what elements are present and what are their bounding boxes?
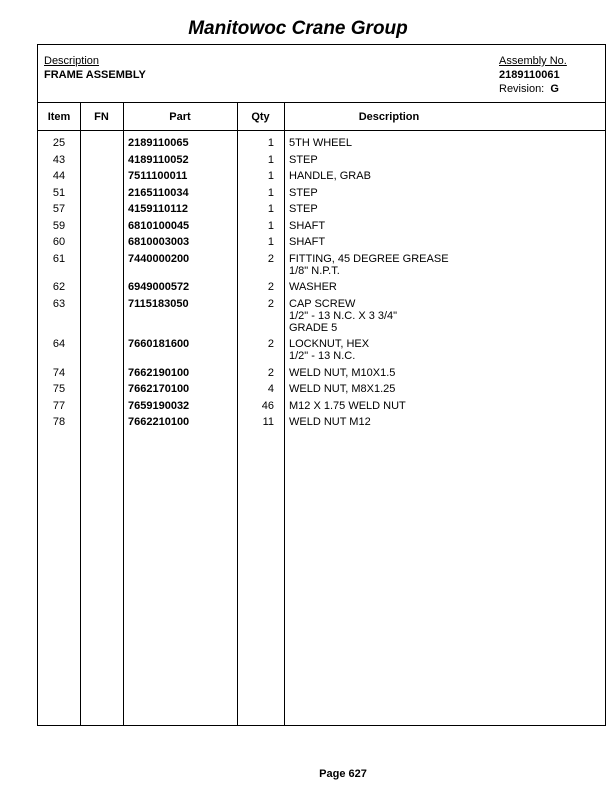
item-cell: 59	[52, 219, 66, 232]
item-cell: 51	[52, 186, 66, 199]
description-cell: WELD NUT, M10X1.5	[289, 366, 396, 379]
part-number-cell: 7660181600	[128, 338, 190, 350]
part-number-cell: 2189110065	[128, 137, 189, 149]
table-row	[38, 187, 605, 204]
quantity-cell: 46	[261, 399, 274, 412]
quantity-cell: 2	[267, 366, 274, 379]
description-cell: STEP	[289, 203, 318, 215]
column-header-part: Part	[169, 111, 191, 123]
assembly-label: Assembly No.	[499, 55, 567, 67]
table-row	[38, 236, 605, 253]
part-number-cell: 6810100045	[128, 219, 190, 232]
parts-table-frame	[37, 44, 606, 726]
column-header-qty: Qty	[251, 111, 270, 123]
part-number-cell: 7662190100	[128, 366, 190, 379]
quantity-cell: 1	[267, 170, 274, 182]
table-row	[38, 383, 605, 400]
item-cell: 61	[52, 252, 66, 265]
quantity-cell: 1	[267, 153, 274, 166]
table-row	[38, 367, 605, 384]
quantity-cell: 4	[267, 383, 274, 395]
item-cell: 25	[52, 137, 66, 149]
parts-rows	[38, 137, 605, 433]
column-header-item: Item	[47, 111, 71, 123]
table-row	[38, 220, 605, 237]
quantity-cell: 1	[267, 219, 274, 232]
quantity-cell: 1	[267, 186, 274, 199]
description-cell: WASHER	[289, 281, 337, 293]
item-cell: 44	[52, 170, 66, 182]
description-cell: SHAFT	[289, 236, 326, 248]
column-header-description: Description	[358, 111, 420, 123]
description-cell: WELD NUT M12	[289, 416, 371, 428]
table-row	[38, 416, 605, 433]
quantity-cell: 1	[267, 203, 274, 215]
item-cell: 43	[52, 153, 66, 166]
item-cell: 77	[52, 399, 66, 412]
part-number-cell: 2165110034	[128, 186, 189, 199]
part-number-cell: 7659190032	[128, 399, 190, 412]
quantity-cell: 2	[267, 338, 274, 350]
quantity-cell: 1	[267, 236, 274, 248]
document-title: Manitowoc Crane Group	[188, 18, 408, 39]
description-cell: CAP SCREW 1/2" - 13 N.C. X 3 3/4" GRADE 5	[289, 297, 398, 334]
table-row	[38, 338, 605, 367]
quantity-cell: 2	[267, 281, 274, 293]
revision-label: Revision:	[499, 83, 545, 95]
assembly-block	[499, 54, 567, 96]
table-row	[38, 298, 605, 339]
item-cell: 75	[52, 383, 66, 395]
description-cell: STEP	[289, 153, 318, 166]
description-cell: SHAFT	[289, 219, 326, 232]
quantity-cell: 11	[262, 416, 274, 428]
part-number-cell: 4189110052	[128, 153, 189, 166]
quantity-cell: 2	[267, 297, 274, 310]
part-number-cell: 7440000200	[128, 252, 190, 265]
description-cell: STEP	[289, 186, 318, 199]
table-row	[38, 170, 605, 187]
table-row	[38, 154, 605, 171]
item-cell: 63	[52, 297, 66, 310]
table-row	[38, 281, 605, 298]
part-number-cell: 7662210100	[128, 416, 190, 428]
description-label: Description	[44, 55, 100, 67]
description-cell: HANDLE, GRAB	[289, 170, 371, 182]
item-cell: 64	[52, 338, 66, 350]
description-cell: 5TH WHEEL	[289, 137, 352, 149]
part-number-cell: 4159110112	[128, 203, 188, 215]
item-cell: 60	[52, 236, 66, 248]
item-cell: 78	[52, 416, 66, 428]
table-row	[38, 400, 605, 417]
description-cell: LOCKNUT, HEX 1/2" - 13 N.C.	[289, 338, 370, 362]
part-number-cell: 7115183050	[128, 297, 189, 310]
description-cell: WELD NUT, M8X1.25	[289, 383, 396, 395]
part-number-cell: 6949000572	[128, 281, 190, 293]
part-number-cell: 6810003003	[128, 236, 190, 248]
table-row	[38, 253, 605, 282]
revision-line	[499, 82, 567, 96]
quantity-cell: 1	[267, 137, 274, 149]
page-number: Page 627	[319, 768, 367, 780]
quantity-cell: 2	[267, 252, 274, 265]
assembly-value: 2189110061	[499, 69, 560, 81]
description-cell: FITTING, 45 DEGREE GREASE 1/8" N.P.T.	[289, 252, 449, 277]
description-block	[44, 54, 146, 82]
item-cell: 74	[52, 366, 66, 379]
part-number-cell: 7662170100	[128, 383, 190, 395]
description-cell: M12 X 1.75 WELD NUT	[289, 399, 406, 412]
column-header-fn: FN	[94, 111, 109, 123]
item-cell: 62	[52, 281, 66, 293]
item-cell: 57	[52, 203, 66, 215]
table-row	[38, 137, 605, 154]
table-row	[38, 203, 605, 220]
part-number-cell: 7511100011	[128, 170, 188, 182]
assembly-info	[38, 45, 605, 103]
description-value: FRAME ASSEMBLY	[44, 69, 146, 81]
revision-value: G	[550, 83, 559, 95]
